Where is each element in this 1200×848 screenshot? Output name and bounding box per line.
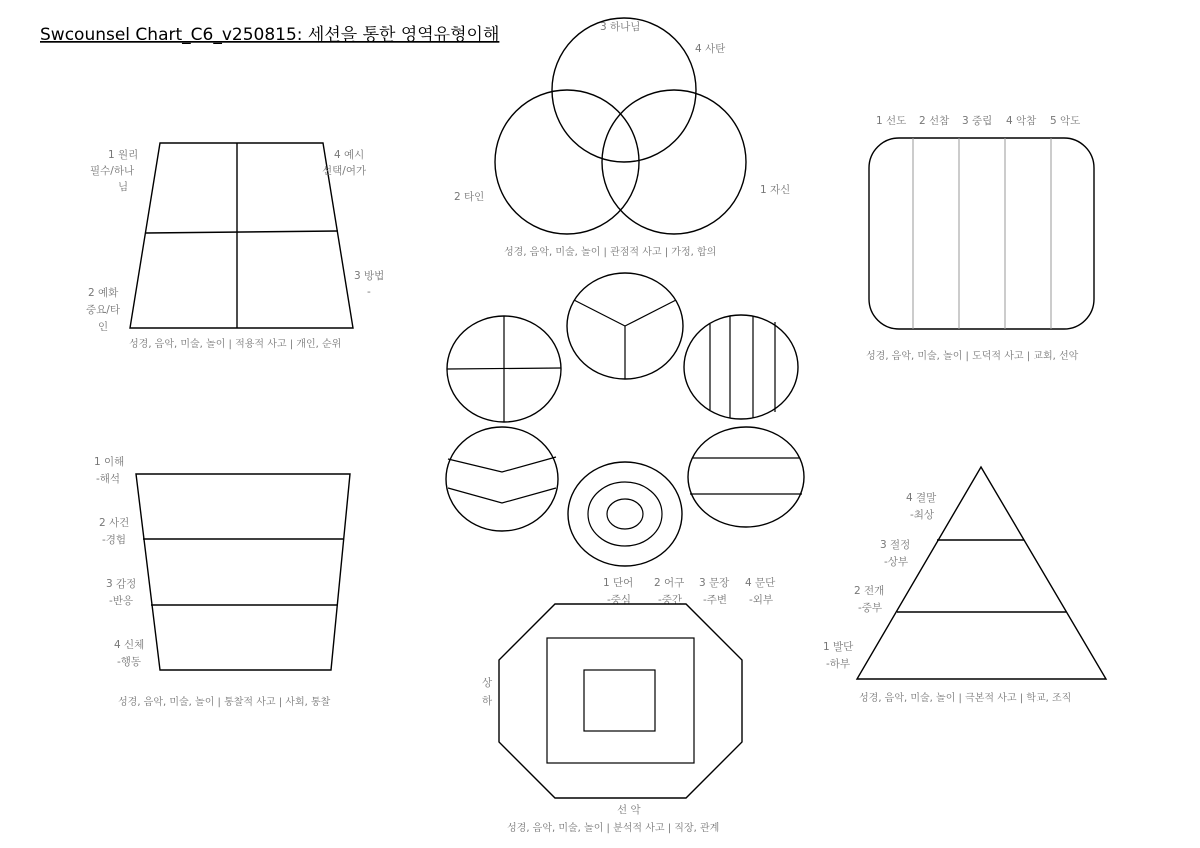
pyramid-label-1-sub: -하부 bbox=[826, 658, 851, 670]
stripes-caption: 성경, 음악, 미술, 놀이 | 도덕적 사고 | 교회, 선악 bbox=[866, 351, 1079, 362]
trap-bl-line3: 인 bbox=[98, 321, 109, 333]
trap-tr-line1: 4 예시 bbox=[334, 149, 365, 161]
pyramid-caption: 성경, 음악, 미술, 놀이 | 극본적 사고 | 학교, 조직 bbox=[859, 693, 1072, 704]
cup-label-1-title: 1 이해 bbox=[94, 456, 125, 468]
circle-cluster bbox=[446, 273, 804, 606]
octagon-inner-square-outer bbox=[547, 638, 694, 763]
stripe-label-2: 2 선참 bbox=[919, 115, 950, 127]
cup-label-2-sub: -경험 bbox=[102, 534, 127, 546]
trapezoid-caption: 성경, 음악, 미술, 놀이 | 적용적 사고 | 개인, 순위 bbox=[129, 339, 342, 350]
trap-tl-line3: 님 bbox=[118, 181, 129, 193]
octagon-bottom-label: 선 악 bbox=[617, 804, 641, 816]
target-label-4-sub: -외부 bbox=[749, 594, 774, 606]
cup-label-1-sub: -해석 bbox=[96, 473, 121, 485]
venn-label-god: 3 하나님 bbox=[600, 21, 641, 33]
target-label-2-sub: -중간 bbox=[658, 594, 683, 606]
threeway-divider-right bbox=[625, 300, 676, 326]
cup-caption: 성경, 음악, 미술, 놀이 | 통찰적 사고 | 사회, 통찰 bbox=[118, 697, 331, 708]
target-label-3-title: 3 문장 bbox=[699, 577, 730, 589]
chevron-lower bbox=[448, 488, 556, 503]
pyramid-label-4-sub: -최상 bbox=[910, 509, 935, 521]
cluster-circle-bands bbox=[688, 427, 804, 527]
cup-label-2-title: 2 사건 bbox=[99, 517, 130, 529]
target-label-1-sub: -중심 bbox=[607, 594, 632, 606]
pyramid-label-4-title: 4 결말 bbox=[906, 492, 937, 504]
stripe-label-3: 3 중립 bbox=[962, 115, 993, 127]
venn-label-others: 2 타인 bbox=[454, 191, 485, 203]
trap-bl-line2: 중요/타 bbox=[86, 304, 120, 316]
octagon-side-bottom: 하 bbox=[482, 695, 493, 707]
trap-tl-line2: 필수/하나 bbox=[90, 165, 135, 177]
target-ring-middle bbox=[588, 482, 662, 546]
target-label-2-title: 2 어구 bbox=[654, 577, 685, 589]
pyramid-label-3-title: 3 절정 bbox=[880, 539, 911, 551]
trapezoid-diagram bbox=[86, 143, 384, 350]
cup-label-3-title: 3 감정 bbox=[106, 578, 137, 590]
page-title: Swcounsel Chart_C6_v250815: 세션을 통한 영역유형이해 bbox=[40, 25, 500, 45]
octagon-caption: 성경, 음악, 미술, 놀이 | 분석적 사고 | 직장, 관계 bbox=[507, 823, 720, 834]
cup-label-3-sub: -반응 bbox=[109, 595, 134, 607]
pyramid-label-2-title: 2 전개 bbox=[854, 585, 885, 597]
stripe-label-5: 5 악도 bbox=[1050, 115, 1081, 127]
stripe-label-1: 1 선도 bbox=[876, 115, 907, 127]
pyramid-label-2-sub: -중부 bbox=[858, 602, 883, 614]
cup-diagram bbox=[94, 455, 350, 708]
cluster-circle-target bbox=[568, 462, 682, 566]
chevron-upper bbox=[448, 457, 556, 472]
octagon-inner-square-inner bbox=[584, 670, 655, 731]
target-label-4-title: 4 문단 bbox=[745, 577, 776, 589]
pyramid-outline bbox=[857, 467, 1106, 679]
venn-label-satan: 4 사탄 bbox=[695, 43, 726, 55]
cup-label-4-title: 4 신체 bbox=[114, 639, 145, 651]
octagon-diagram bbox=[482, 604, 742, 834]
octagon-side-top: 상 bbox=[482, 677, 493, 689]
stripes-outline bbox=[869, 138, 1094, 329]
threeway-divider-left bbox=[574, 300, 625, 326]
venn-label-self: 1 자신 bbox=[760, 184, 791, 196]
pyramid-diagram bbox=[823, 467, 1106, 704]
target-ring-inner bbox=[607, 499, 643, 529]
octagon-outline bbox=[499, 604, 742, 798]
cup-label-4-sub: -행동 bbox=[117, 656, 142, 668]
target-label-3-sub: -주변 bbox=[703, 594, 728, 606]
trap-tl-line1: 1 원리 bbox=[108, 149, 139, 161]
cluster-circle-stripes bbox=[684, 315, 798, 419]
trap-tr-line2: 선택/여가 bbox=[322, 165, 367, 177]
trap-br-line1: 3 방법 bbox=[354, 270, 385, 282]
cluster-circle-chevrons bbox=[446, 427, 558, 531]
venn-diagram bbox=[454, 18, 790, 258]
target-label-1-title: 1 단어 bbox=[603, 577, 634, 589]
stripes-diagram bbox=[866, 114, 1094, 362]
stripe-label-4: 4 악참 bbox=[1006, 115, 1037, 127]
pyramid-label-3-sub: -상부 bbox=[884, 556, 909, 568]
cup-outline bbox=[136, 474, 350, 670]
trap-br-line2: - bbox=[367, 286, 371, 298]
trapezoid-horizontal-divider bbox=[146, 231, 338, 233]
pyramid-label-1-title: 1 발단 bbox=[823, 641, 854, 653]
trapezoid-outline bbox=[130, 143, 353, 328]
venn-caption: 성경, 음악, 미술, 놀이 | 관점적 사고 | 가정, 합의 bbox=[504, 247, 717, 258]
trap-bl-line1: 2 예화 bbox=[88, 287, 119, 299]
quadrant-horizontal bbox=[447, 368, 561, 369]
